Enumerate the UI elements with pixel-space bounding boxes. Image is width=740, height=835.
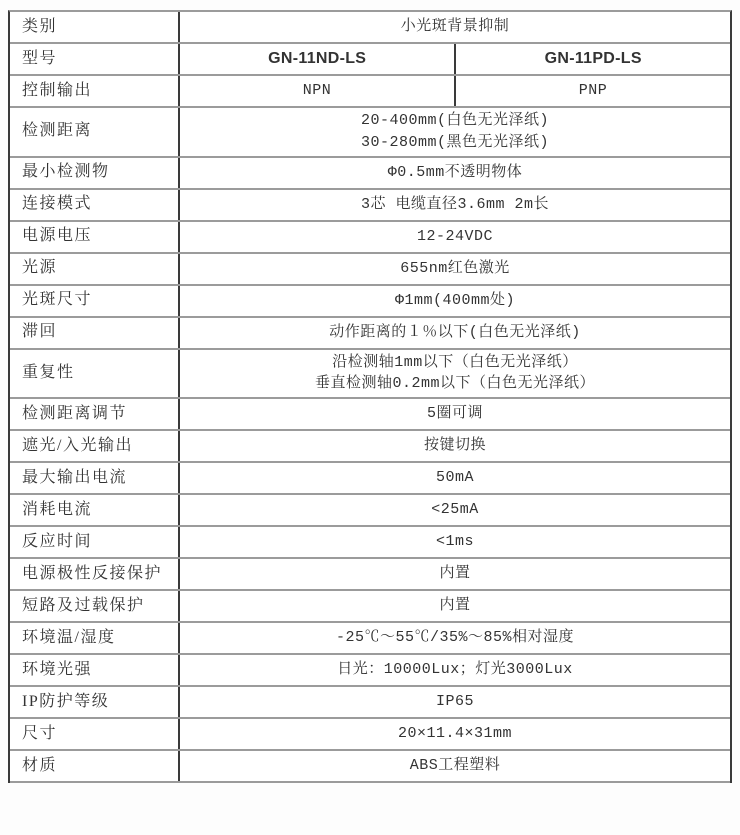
spec-value-line: 5圈可调 (426, 405, 483, 423)
spec-value-line: 30-280mm(黑色无光泽纸) (360, 133, 549, 151)
spec-value (180, 318, 730, 348)
table-row (10, 399, 730, 431)
spec-label: 材质 (10, 751, 180, 781)
table-row (10, 463, 730, 495)
spec-value (180, 623, 730, 653)
spec-label: 最小检测物 (10, 158, 180, 188)
spec-value-line: GN-11PD-LS (544, 50, 642, 68)
spec-value (180, 44, 454, 74)
spec-value-line: 内置 (439, 565, 471, 583)
table-row (10, 190, 730, 222)
spec-value (180, 431, 730, 461)
spec-value (180, 76, 454, 106)
spec-label: 重复性 (10, 350, 180, 398)
table-row (10, 591, 730, 623)
spec-value (180, 527, 730, 557)
table-row (10, 254, 730, 286)
spec-value-line: 日光：10000Lux；灯光3000Lux (337, 661, 573, 679)
spec-value-line: PNP (578, 82, 608, 100)
spec-value-line: 12-24VDC (416, 227, 493, 245)
table-row (10, 76, 730, 108)
spec-value (180, 108, 730, 156)
spec-value-line: ABS工程塑料 (409, 757, 501, 775)
spec-value-line: Φ1mm(400mm处) (394, 291, 516, 309)
spec-value (180, 190, 730, 220)
spec-label: 反应时间 (10, 527, 180, 557)
spec-value (180, 751, 730, 781)
table-row (10, 719, 730, 751)
spec-label: 检测距离调节 (10, 399, 180, 429)
table-row (10, 158, 730, 190)
spec-label: 控制输出 (10, 76, 180, 106)
spec-value-line: Φ0.5mm不透明物体 (387, 163, 523, 181)
spec-value-line: 20-400mm(白色无光泽纸) (360, 112, 549, 129)
table-row (10, 687, 730, 719)
spec-table (8, 10, 732, 783)
spec-value (180, 222, 730, 252)
spec-label: 电源极性反接保护 (10, 559, 180, 589)
spec-value (180, 655, 730, 685)
spec-value (180, 286, 730, 316)
spec-value (180, 350, 730, 398)
spec-value-line: -25℃～55℃/35%～85%相对湿度 (335, 629, 575, 647)
spec-label: 类别 (10, 12, 180, 42)
table-row (10, 12, 730, 44)
spec-value-line: 3芯 电缆直径3.6mm 2m长 (360, 195, 549, 213)
table-row (10, 431, 730, 463)
spec-value (180, 591, 730, 621)
spec-label: IP防护等级 (10, 687, 180, 717)
spec-label: 短路及过载保护 (10, 591, 180, 621)
spec-label: 环境光强 (10, 655, 180, 685)
spec-value-line: GN-11ND-LS (268, 50, 367, 68)
spec-value-line: 动作距离的１％以下(白色无光泽纸) (329, 323, 581, 341)
spec-label: 环境温/湿度 (10, 623, 180, 653)
spec-value-line: 沿检测轴1mm以下（白色无光泽纸） (332, 353, 578, 371)
table-row (10, 655, 730, 687)
spec-label: 型号 (10, 44, 180, 74)
spec-value (180, 495, 730, 525)
spec-value (180, 559, 730, 589)
spec-value-line: NPN (302, 82, 332, 100)
spec-value (454, 44, 730, 74)
spec-value (180, 254, 730, 284)
spec-label: 电源电压 (10, 222, 180, 252)
table-row (10, 495, 730, 527)
spec-value (180, 719, 730, 749)
spec-label: 光斑尺寸 (10, 286, 180, 316)
spec-value (180, 463, 730, 493)
spec-value-line: 小光斑背景抑制 (400, 18, 510, 36)
spec-value (180, 399, 730, 429)
table-row (10, 559, 730, 591)
spec-value-line: <25mA (431, 501, 479, 519)
table-row (10, 751, 730, 783)
spec-value-line: IP65 (435, 693, 474, 711)
table-row (10, 623, 730, 655)
spec-label: 最大输出电流 (10, 463, 180, 493)
spec-value (454, 76, 730, 106)
spec-value-line: 内置 (439, 597, 471, 615)
spec-label: 滞回 (10, 318, 180, 348)
spec-value-line: 按键切换 (423, 437, 486, 455)
spec-label: 连接模式 (10, 190, 180, 220)
spec-value (180, 12, 730, 42)
table-row (10, 108, 730, 158)
spec-value-line: 655nm红色激光 (400, 259, 510, 277)
table-row (10, 222, 730, 254)
spec-label: 光源 (10, 254, 180, 284)
table-row (10, 286, 730, 318)
table-row (10, 318, 730, 350)
spec-value-line: 20×11.4×31mm (397, 725, 513, 743)
spec-value (180, 158, 730, 188)
spec-value (180, 687, 730, 717)
spec-value-line: 50mA (435, 469, 474, 487)
spec-label: 消耗电流 (10, 495, 180, 525)
spec-value-line: <1ms (435, 533, 474, 551)
spec-value-line: 垂直检测轴0.2mm以下（白色无光泽纸） (314, 375, 595, 393)
spec-label: 检测距离 (10, 108, 180, 156)
spec-label: 尺寸 (10, 719, 180, 749)
table-row (10, 350, 730, 400)
spec-label: 遮光/入光输出 (10, 431, 180, 461)
table-row (10, 527, 730, 559)
table-row (10, 44, 730, 76)
